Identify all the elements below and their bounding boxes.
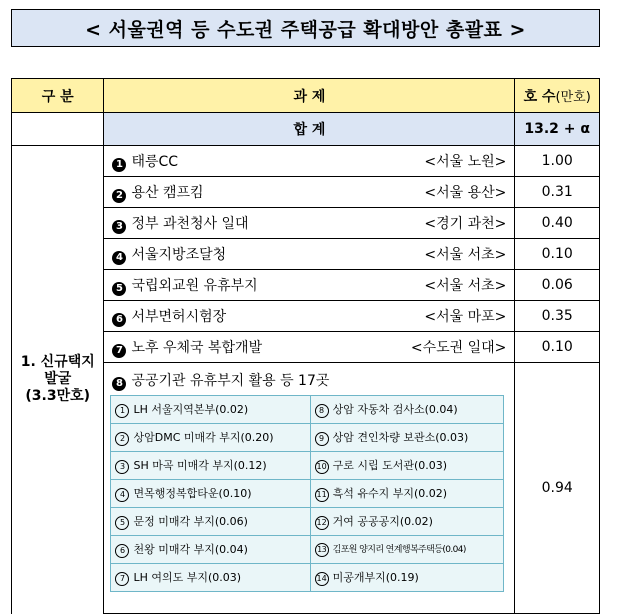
category-line3: (3.3만호) (25, 388, 91, 405)
item-name: 노후 우체국 복합개발 (131, 339, 263, 356)
sub-row (111, 396, 504, 424)
total-blank (12, 113, 104, 146)
header-count-main: 호 수 (523, 88, 556, 105)
sub-item: 12 거여 공공공지(0.02) (310, 508, 504, 536)
circled-number-icon: 12 (315, 516, 329, 530)
item8-cell (104, 363, 515, 614)
item-name: 서울지방조달청 (131, 246, 227, 263)
sub-row (111, 564, 504, 592)
circled-number-icon: 5 (115, 516, 129, 530)
sub-item: 5 문정 미매각 부지(0.06) (111, 508, 310, 536)
number-bullet-icon: 4 (112, 251, 126, 265)
item8-name: 공공기관 유휴부지 활용 등 17곳 (131, 373, 330, 389)
item-location: <서울 마포> (424, 309, 507, 325)
summary-table (11, 78, 600, 614)
item-count: 0.31 (515, 177, 600, 208)
number-bullet-icon: 5 (112, 282, 126, 296)
item-count: 0.06 (515, 270, 600, 301)
item-location: <서울 용산> (424, 185, 507, 201)
item-location: <경기 과천> (424, 216, 507, 232)
item-count: 0.10 (515, 332, 600, 363)
header-category: 구 분 (12, 79, 104, 113)
sub-item: 10 구로 시립 도서관(0.03) (310, 452, 504, 480)
item-name: 태릉CC (131, 153, 179, 170)
sub-item: 3 SH 마곡 미매각 부지(0.12) (111, 452, 310, 480)
sub-sites-table (110, 395, 504, 592)
header-task: 과 제 (104, 79, 515, 113)
circled-number-icon: 13 (315, 543, 329, 557)
item-count: 0.10 (515, 239, 600, 270)
category-line2: 발굴 (44, 371, 72, 388)
circled-number-icon: 11 (315, 488, 329, 502)
number-bullet-icon: 2 (112, 189, 126, 203)
circled-number-icon: 1 (115, 404, 129, 418)
item8-count: 0.94 (515, 363, 600, 614)
sub-item: 2 상암DMC 미매각 부지(0.20) (111, 424, 310, 452)
total-label: 합 계 (104, 113, 515, 146)
item-name: 용산 캠프킴 (131, 184, 204, 201)
category-cell (12, 146, 104, 614)
circled-number-icon: 6 (115, 544, 129, 558)
sub-item: 11 흑석 유수지 부지(0.02) (310, 480, 504, 508)
sub-item: 4 면목행정복합타운(0.10) (111, 480, 310, 508)
circled-number-icon: 10 (315, 460, 329, 474)
circled-number-icon: 4 (115, 488, 129, 502)
item-name: 서부면허시험장 (131, 308, 227, 325)
sub-row (111, 452, 504, 480)
item-location: <수도권 일대> (410, 340, 507, 356)
circled-number-icon: 3 (115, 460, 129, 474)
sub-item: 9 상암 견인차량 보관소(0.03) (310, 424, 504, 452)
number-bullet-icon: 3 (112, 220, 126, 234)
item-location: <서울 서초> (424, 278, 507, 294)
number-bullet-icon: 8 (112, 377, 126, 391)
sub-row (111, 536, 504, 564)
item-location: <서울 서초> (424, 247, 507, 263)
sub-row (111, 508, 504, 536)
item-row-1 (12, 146, 600, 177)
circled-number-icon: 8 (315, 404, 329, 418)
total-value: 13.2 + α (515, 113, 600, 146)
sub-item: 13 김포원 양지리 연계행복주택등(0.04) (310, 536, 504, 564)
sub-item: 14 미공개부지(0.19) (310, 564, 504, 592)
item-count: 0.35 (515, 301, 600, 332)
sub-item: 6 천왕 미매각 부지(0.04) (111, 536, 310, 564)
circled-number-icon: 2 (115, 432, 129, 446)
category-line1: 1. 신규택지 (20, 354, 95, 371)
item-name: 정부 과천청사 일대 (131, 215, 249, 232)
sub-item: 7 LH 여의도 부지(0.03) (111, 564, 310, 592)
page-title: < 서울권역 등 수도권 주택공급 확대방안 총괄표 > (11, 9, 600, 47)
item-count: 0.40 (515, 208, 600, 239)
number-bullet-icon: 6 (112, 313, 126, 327)
circled-number-icon: 7 (115, 572, 129, 586)
sub-row (111, 480, 504, 508)
header-count-unit: (만호) (555, 89, 591, 105)
sub-row (111, 424, 504, 452)
circled-number-icon: 9 (315, 432, 329, 446)
header-row (12, 79, 600, 113)
circled-number-icon: 14 (315, 572, 329, 586)
header-count (515, 79, 600, 113)
number-bullet-icon: 1 (112, 158, 126, 172)
item-location: <서울 노원> (424, 154, 507, 170)
number-bullet-icon: 7 (112, 344, 126, 358)
sub-item: 8 상암 자동차 검사소(0.04) (310, 396, 504, 424)
total-row (12, 113, 600, 146)
item-name: 국립외교원 유휴부지 (131, 277, 258, 294)
item-count: 1.00 (515, 146, 600, 177)
sub-item: 1 LH 서울지역본부(0.02) (111, 396, 310, 424)
